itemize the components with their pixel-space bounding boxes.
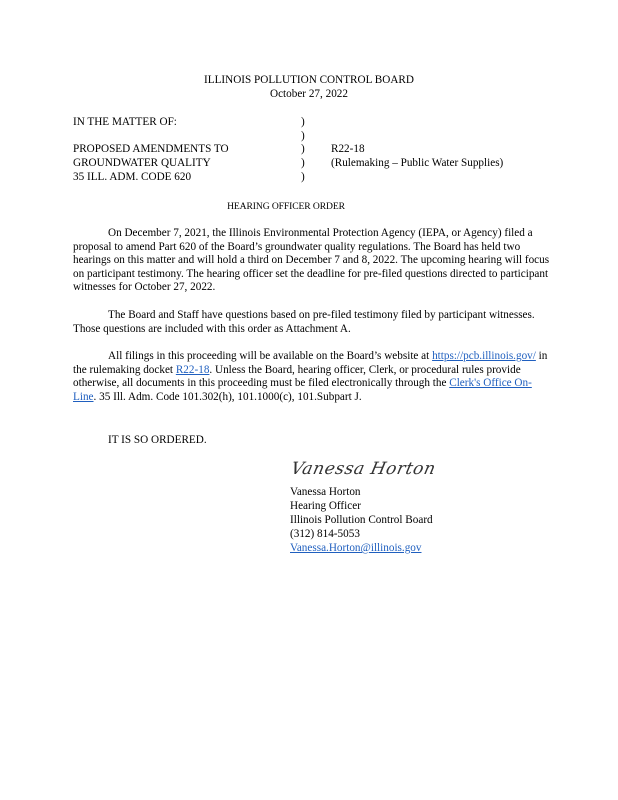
signer-name: Vanessa Horton — [290, 486, 361, 498]
caption-subject-line-1: PROPOSED AMENDMENTS TO — [73, 143, 229, 155]
order-title: HEARING OFFICER ORDER — [227, 201, 345, 212]
signer-phone: (312) 814-5053 — [290, 528, 360, 540]
p3-text-1: All filings in this proceeding will be available on the Board’s website at — [108, 350, 430, 362]
p3-text-4: . 35 Ill. Adm. Code 101.302(h), 101.1000(c), 101.Subpart J. — [93, 390, 362, 403]
body-paragraph-1: On December 7, 2021, the Illinois Environmental Protection Agency (IEPA, or Agency) filed a proposal to amend Part 620 of the Board’s groundwater quality regulations. The Board has held two hearings on this matter and will hold a third on December 7 and 8, 2022. The upcoming hearing will focus on participant testimony. The hearing officer set the deadline for pre-filed questions directed to participant witnesses for October 27, 2022. — [73, 227, 550, 294]
p3-text-2: in the rulemaking docket — [73, 350, 548, 376]
handwritten-signature: Vanessa Horton — [289, 459, 438, 479]
caption-paren: ) — [301, 157, 305, 169]
caption-paren: ) — [301, 143, 305, 155]
caption-paren: ) — [301, 130, 305, 142]
clerks-office-link[interactable]: Clerk's Office On-Line — [73, 377, 532, 403]
docket-type: (Rulemaking – Public Water Supplies) — [331, 157, 504, 169]
body-paragraph-3 — [73, 350, 551, 404]
caption-subject-line-2: GROUNDWATER QUALITY — [73, 157, 211, 169]
caption-paren: ) — [301, 116, 305, 128]
docket-number: R22-18 — [331, 143, 365, 155]
caption-matter: IN THE MATTER OF: — [73, 116, 177, 128]
signer-organization: Illinois Pollution Control Board — [290, 514, 433, 526]
board-website-link[interactable]: https://pcb.illinois.gov/ — [432, 350, 536, 362]
caption-subject-line-3: 35 ILL. ADM. CODE 620 — [73, 171, 192, 183]
signer-email-link[interactable]: Vanessa.Horton@illinois.gov — [290, 542, 422, 554]
caption-paren: ) — [301, 171, 305, 183]
closing-statement: IT IS SO ORDERED. — [108, 434, 207, 446]
signer-title: Hearing Officer — [290, 500, 361, 512]
body-paragraph-2: The Board and Staff have questions based on pre-filed testimony filed by participant witnesses. Those questions are included with this order as Attachment A. — [73, 309, 535, 335]
order-date: October 27, 2022 — [270, 88, 348, 100]
p3-text-3: . Unless the Board, hearing officer, Clerk, or procedural rules provide otherwise, all documents in this proceeding must be filed electronically through the — [73, 363, 521, 390]
agency-heading: ILLINOIS POLLUTION CONTROL BOARD — [204, 74, 414, 86]
docket-link[interactable]: R22-18 — [175, 363, 210, 376]
